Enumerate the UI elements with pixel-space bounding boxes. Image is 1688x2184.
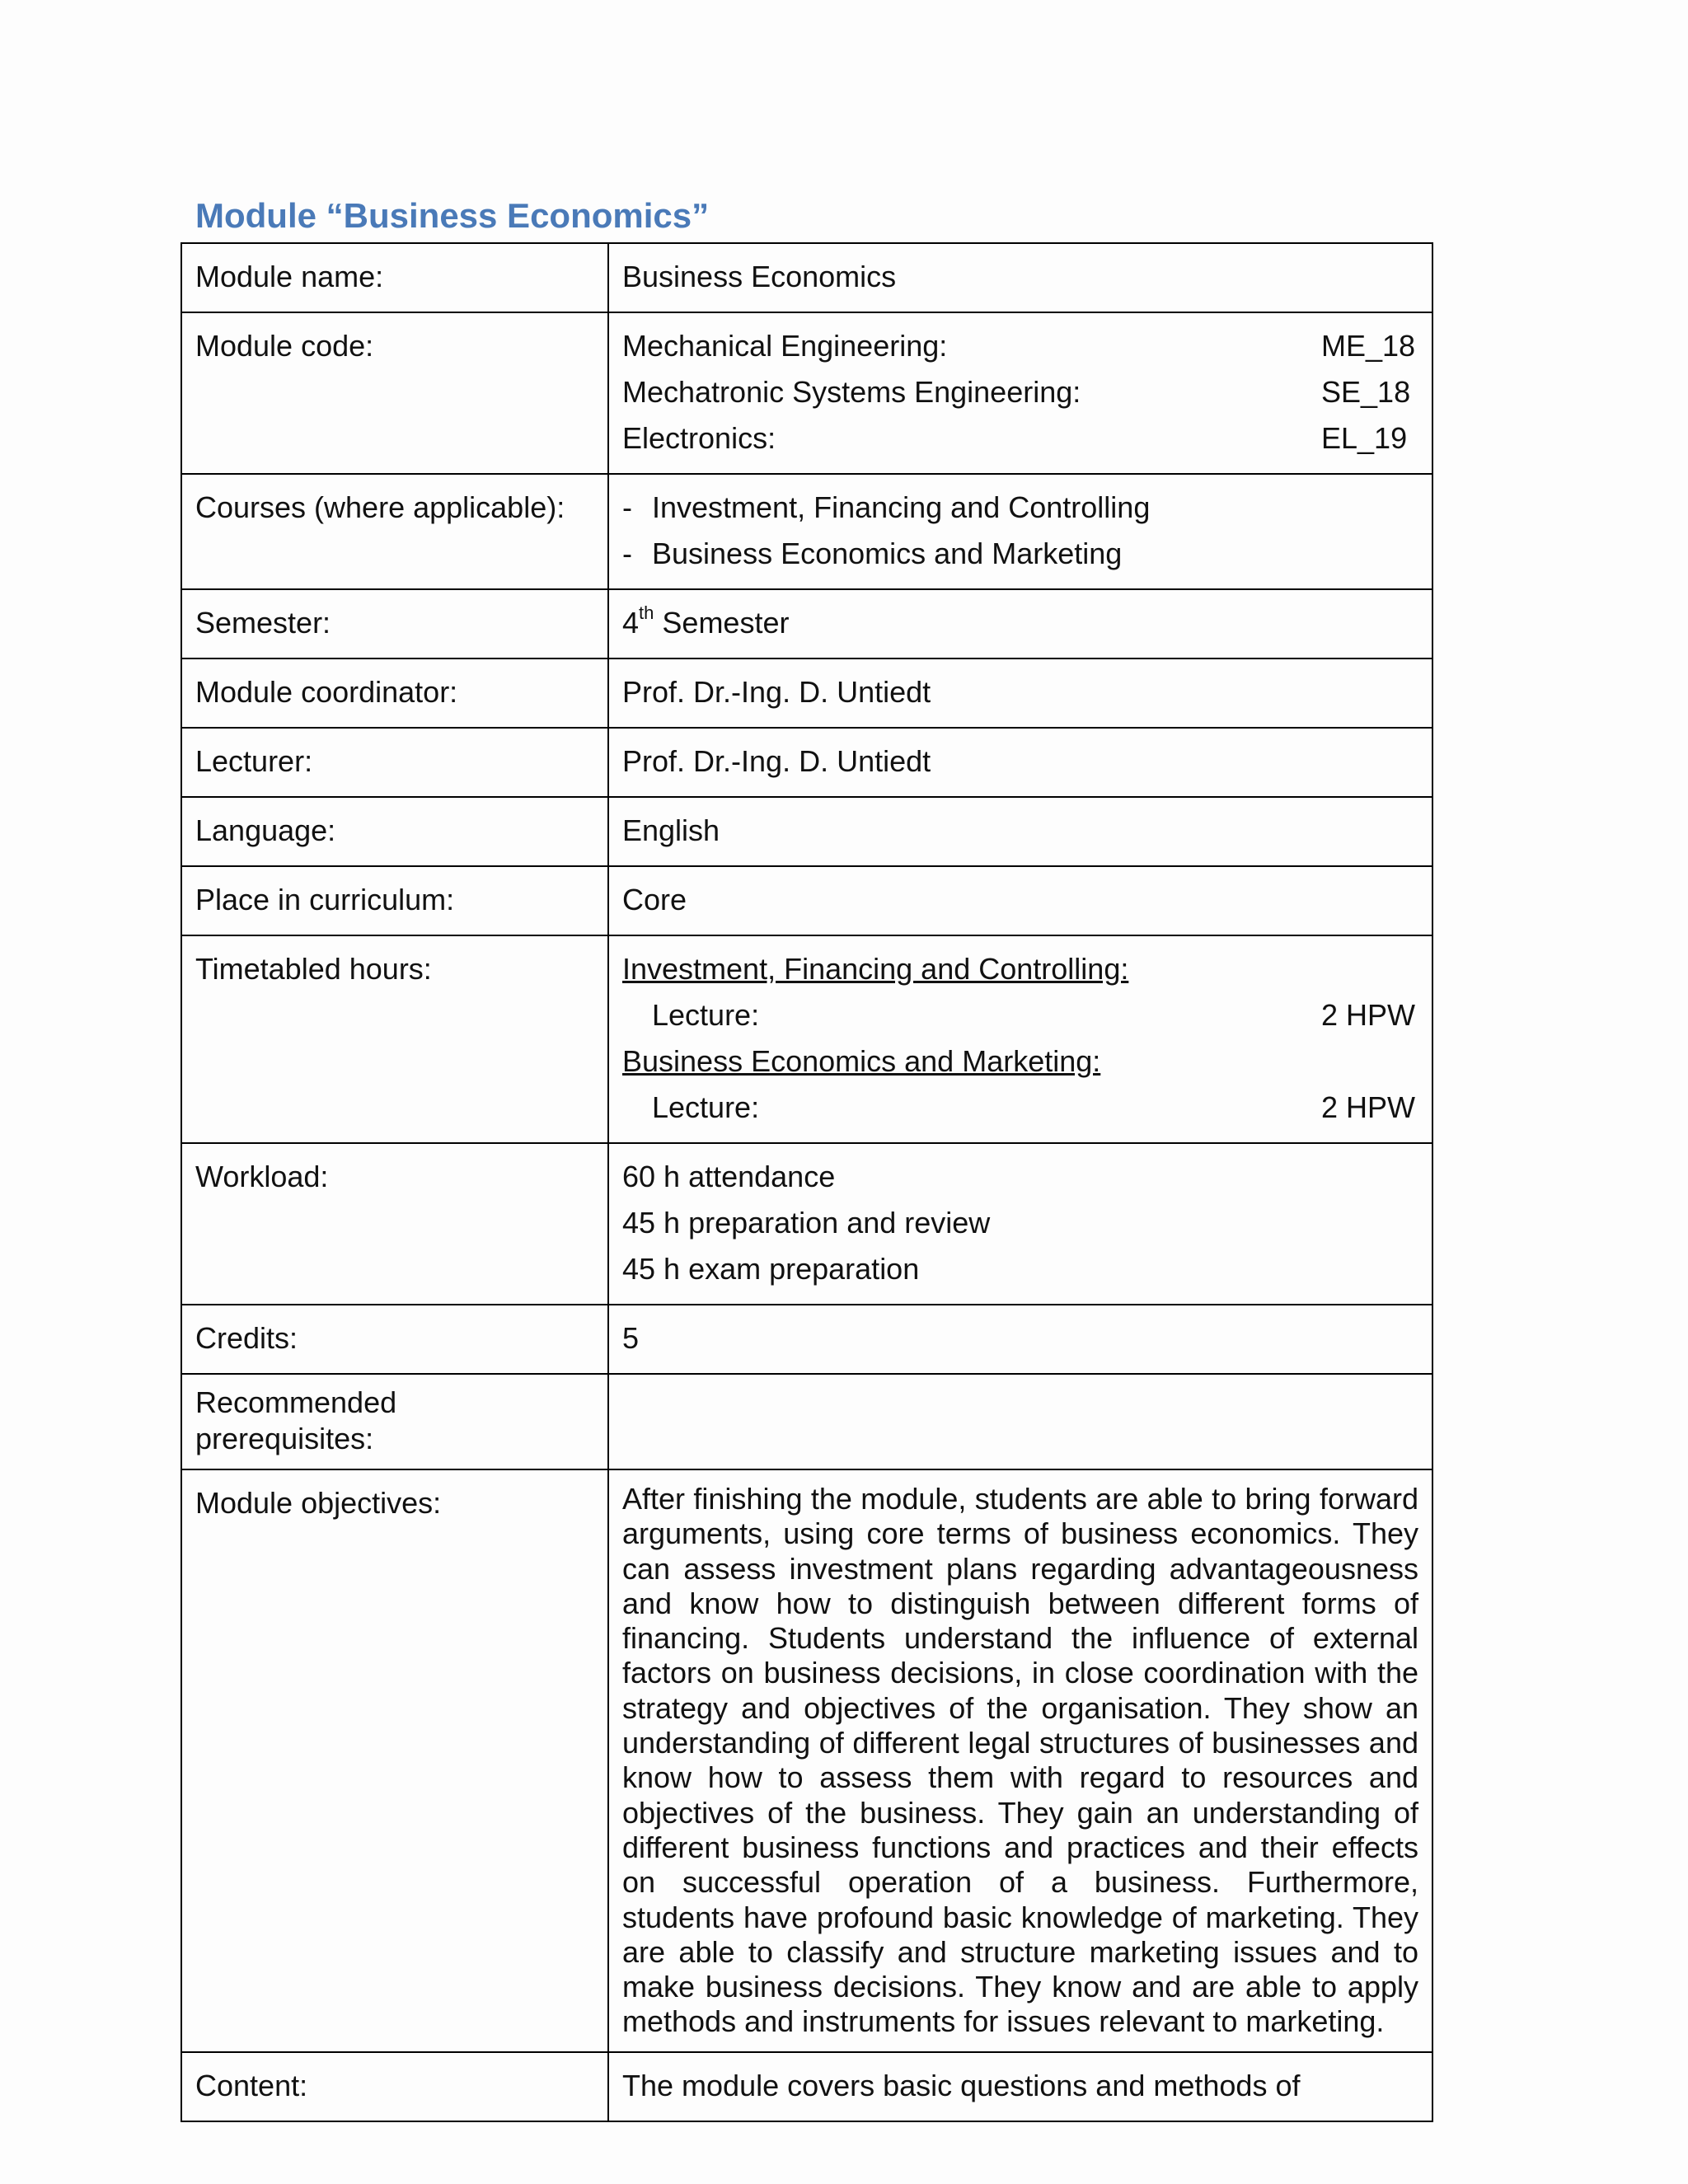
program-name: Electronics: [622, 421, 776, 455]
table-row-module-code [181, 312, 1432, 474]
value-workload [608, 1143, 1432, 1305]
label-lecturer: Lecturer: [181, 728, 608, 797]
value-content: The module covers basic questions and methods of [608, 2052, 1432, 2121]
table-row-content [181, 2052, 1432, 2121]
page-title: Module “Business Economics” [195, 196, 710, 235]
value-semester [608, 589, 1432, 658]
label-module-code: Module code: [181, 312, 608, 474]
table-row-semester [181, 589, 1432, 658]
table-row-timetabled [181, 935, 1432, 1143]
program-code: ME_18 [1321, 329, 1416, 363]
label-timetabled: Timetabled hours: [181, 935, 608, 1143]
workload-line: 45 h preparation and review [622, 1206, 991, 1240]
timetable-entry [622, 992, 1418, 1038]
dash-bullet: - [622, 490, 632, 524]
timetable-entry [622, 1085, 1418, 1131]
timetable-heading: Investment, Financing and Controlling: [622, 952, 1129, 986]
session-type: Lecture: [652, 1090, 760, 1124]
value-credits: 5 [608, 1305, 1432, 1374]
label-content: Content: [181, 2052, 608, 2121]
program-code: SE_18 [1321, 375, 1411, 409]
label-semester: Semester: [181, 589, 608, 658]
module-code-entry [622, 323, 1418, 369]
module-table [181, 242, 1433, 2122]
label-prerequisites [181, 1374, 608, 1469]
semester-text: Semester [662, 606, 790, 640]
value-objectives [608, 1469, 1432, 2052]
course-name: Investment, Financing and Controlling [652, 490, 1151, 524]
label-courses: Courses (where applicable): [181, 474, 608, 589]
value-place: Core [608, 866, 1432, 935]
label-workload: Workload: [181, 1143, 608, 1305]
label-coordinator: Module coordinator: [181, 658, 608, 728]
table-row-language [181, 797, 1432, 866]
timetable-heading: Business Economics and Marketing: [622, 1044, 1101, 1078]
table-row-place [181, 866, 1432, 935]
label-language: Language: [181, 797, 608, 866]
dash-bullet: - [622, 537, 632, 570]
table-row-workload [181, 1143, 1432, 1305]
value-courses [608, 474, 1432, 589]
value-coordinator: Prof. Dr.-Ing. D. Untiedt [608, 658, 1432, 728]
module-code-entry [622, 415, 1418, 462]
course-item [622, 485, 1418, 531]
program-code: EL_19 [1321, 421, 1408, 455]
label-line: Recommended [195, 1385, 397, 1419]
value-lecturer: Prof. Dr.-Ing. D. Untiedt [608, 728, 1432, 797]
session-type: Lecture: [652, 998, 760, 1032]
table-row-lecturer [181, 728, 1432, 797]
course-name: Business Economics and Marketing [652, 537, 1123, 570]
workload-line: 60 h attendance [622, 1160, 836, 1193]
workload-line: 45 h exam preparation [622, 1252, 920, 1286]
value-language: English [608, 797, 1432, 866]
semester-number: 4 [622, 606, 640, 640]
label-line: prerequisites: [195, 1422, 374, 1455]
table-row-credits [181, 1305, 1432, 1374]
module-code-entry [622, 369, 1418, 415]
table-row-prerequisites [181, 1374, 1432, 1469]
table-row-coordinator [181, 658, 1432, 728]
label-module-name: Module name: [181, 243, 608, 312]
value-timetabled [608, 935, 1432, 1143]
value-module-name: Business Economics [608, 243, 1432, 312]
table-row-objectives [181, 1469, 1432, 2052]
session-hours: 2 HPW [1321, 998, 1416, 1032]
label-credits: Credits: [181, 1305, 608, 1374]
label-objectives: Module objectives: [181, 1469, 608, 2052]
table-row-courses [181, 474, 1432, 589]
semester-suffix: th [639, 602, 654, 623]
label-place: Place in curriculum: [181, 866, 608, 935]
table-row-module-name [181, 243, 1432, 312]
value-module-code [608, 312, 1432, 474]
value-prerequisites [608, 1374, 1432, 1469]
program-name: Mechatronic Systems Engineering: [622, 375, 1081, 409]
course-item [622, 531, 1418, 577]
session-hours: 2 HPW [1321, 1090, 1416, 1124]
objectives-text: After finishing the module, students are able to bring forward arguments, using core terms of business economics. They can assess investment plans regarding advantageousness and know how to distinguish between different forms of financing. Students understand the influence of external factors on business decisions, in close coordination with the strategy and objectives of the organisation. They show an understanding of different legal structures of businesses and know how to assess them with regard to resources and objectives of the business. They gain an understanding of different business functions and practices and their effects on successful operation of a business. Furthermore, students have profound basic knowledge of marketing. They are able to classify and structure marketing issues and to make business decisions. They know and are able to apply methods and instruments for issues relevant to marketing. [622, 1482, 1418, 2039]
program-name: Mechanical Engineering: [622, 329, 948, 363]
